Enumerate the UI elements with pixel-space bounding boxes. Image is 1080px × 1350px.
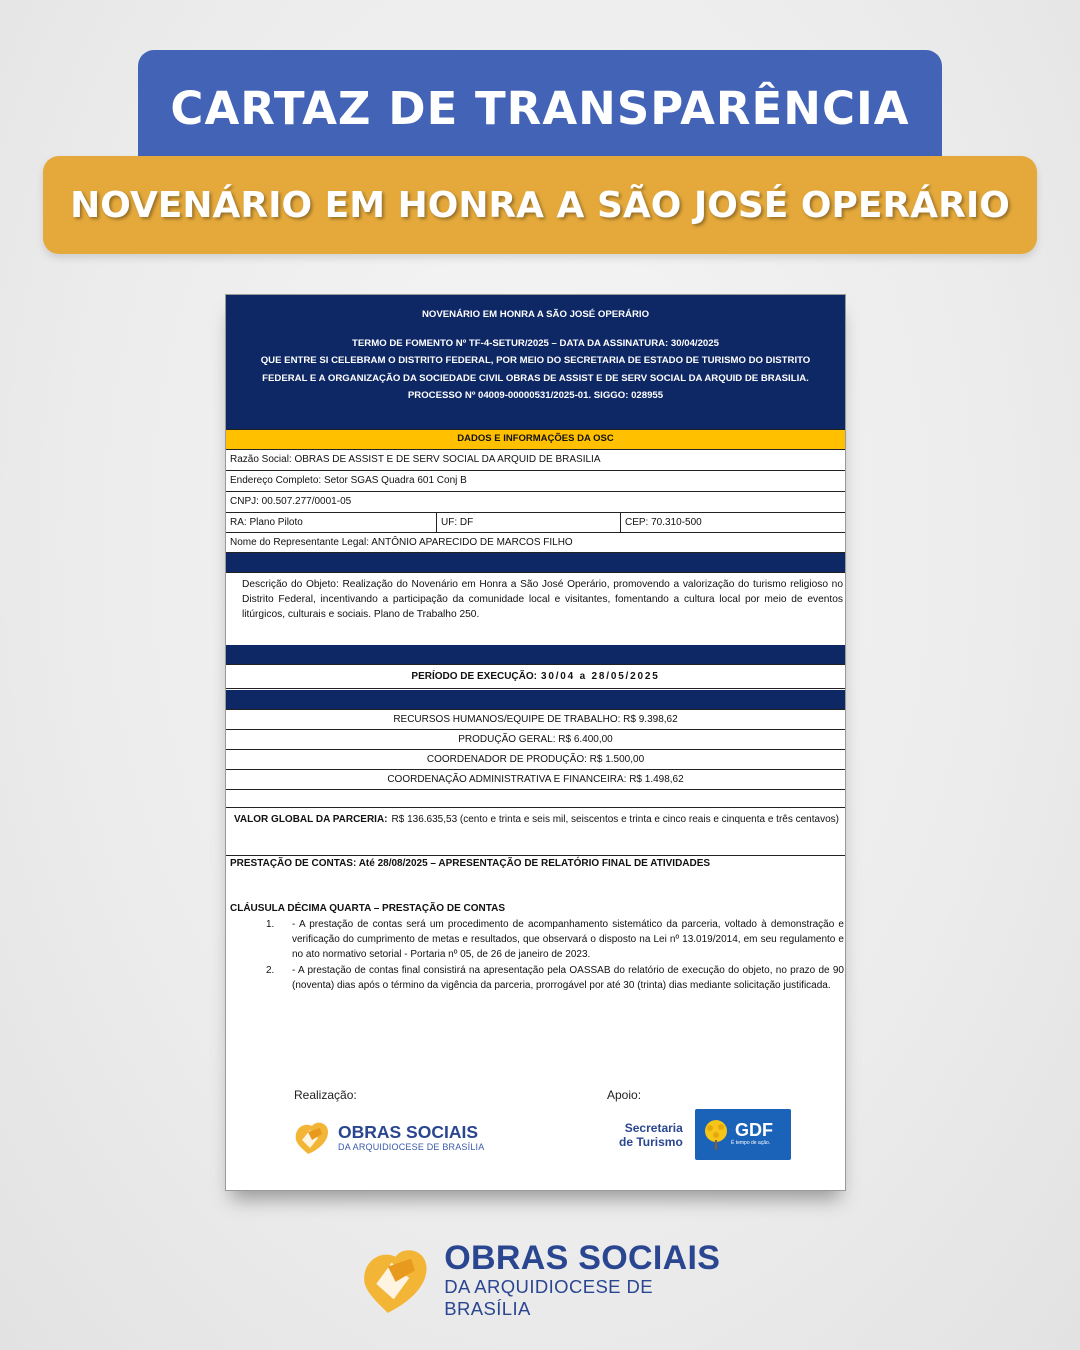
recurso-item: COORDENAÇÃO ADMINISTRATIVA E FINANCEIRA: R$ 1.498,62 [387, 773, 684, 785]
transparency-document [225, 294, 846, 1191]
cep-cell [620, 513, 847, 532]
page-subtitle: NOVENÁRIO EM HONRA A SÃO JOSÉ OPERÁRIO [70, 184, 1010, 226]
endereco-row [226, 471, 845, 492]
valor-text: R$ 136.635,53 (cento e trinta e seis mil, seiscentos e trinta e cinco reais e cinquenta e três centavos) [391, 814, 839, 825]
representante-row [226, 533, 845, 553]
termo-line: TERMO DE FOMENTO Nº TF-4-SETUR/2025 – DATA DA ASSINATURA: 30/04/2025 [352, 337, 719, 349]
recurso-row [226, 770, 845, 790]
ra-uf-cep-row [226, 513, 845, 533]
cep: CEP: 70.310-500 [625, 516, 702, 528]
recurso-row [226, 750, 845, 770]
osc-section-title: DADOS E INFORMAÇÕES DA OSC [457, 433, 614, 445]
processo-line: PROCESSO Nº 04009-00000531/2025-01. SIGGO: 028955 [407, 390, 664, 402]
periodo-label: PERÍODO DE EXECUÇÃO: [411, 670, 537, 682]
gdf-text: GDF [735, 1119, 773, 1140]
clausula-number: 2. [266, 964, 275, 976]
secretaria-turismo-logo [619, 1121, 683, 1149]
footer-logo-subtitle: DA ARQUIDIOCESE DE BRASÍLIA [444, 1276, 653, 1319]
prestacao-contas-row [226, 857, 845, 877]
organizacao-line: FEDERAL E A ORGANIZAÇÃO DA SOCIEDADE CIVIL OBRAS DE ASSIST E DE SERV SOCIAL DA ARQUID DE BRASILIA. [262, 372, 809, 384]
clausula-list [266, 917, 844, 993]
valor-label: VALOR GLOBAL DA PARCERIA: [234, 814, 388, 825]
logo-title: OBRAS SOCIAIS [338, 1121, 479, 1142]
recurso-row [226, 710, 845, 730]
recurso-item: COORDENADOR DE PRODUÇÃO: R$ 1.500,00 [426, 753, 645, 765]
document-header [226, 295, 845, 429]
clausula-text: - A prestação de contas será um procedimento de acompanhamento sistemático da parceria, voltado à demonstração e verificação do cumprimento de metas e resultados, que observará o disposto na Lei nº 13.019/2014, em seu regulamento e no ato normativo setorial - Portaria nº 05, de 26 de janeiro de 2023. [292, 919, 844, 961]
divider-bar [226, 645, 845, 665]
recurso-item: PRODUÇÃO GERAL: R$ 6.400,00 [458, 733, 613, 745]
razao-social-row [226, 450, 845, 471]
empty-row [226, 790, 845, 808]
valor-global-row [226, 808, 845, 856]
title-banner [138, 50, 942, 168]
cnpj: CNPJ: 00.507.277/0001-05 [230, 496, 352, 508]
obras-sociais-logo-small [290, 1115, 490, 1161]
endereco: Endereço Completo: Setor SGAS Quadra 601 Conj B [230, 475, 467, 487]
razao-social: Razão Social: OBRAS DE ASSIST E DE SERV SOCIAL DA ARQUID DE BRASILIA [230, 454, 601, 466]
obras-sociais-emblem-icon [355, 1240, 434, 1320]
document-header-title: NOVENÁRIO EM HONRA A SÃO JOSÉ OPERÁRIO [421, 309, 650, 320]
subtitle-banner [43, 156, 1037, 254]
gdf-slogan: É tempo de ação. [731, 1140, 771, 1147]
cnpj-row [226, 492, 845, 513]
divider-bar [226, 553, 845, 573]
uf: UF: DF [441, 516, 474, 528]
page-title: CARTAZ DE TRANSPARÊNCIA [170, 82, 910, 135]
clausula-item [266, 917, 844, 963]
uf-cell [436, 513, 620, 532]
ra-cell [226, 513, 436, 532]
descricao-objeto: Descrição do Objeto: Realização do Novenário em Honra a São José Operário, promovendo a valorização do turismo religioso no Distrito Federal, incentivando a participação da comunidade local e visitantes, fomentando a cultura local por meio de eventos litúrgicos, culturais e sociais. Plano de Trabalho 250. [242, 579, 843, 620]
celebram-line: QUE ENTRE SI CELEBRAM O DISTRITO FEDERAL, POR MEIO DO SECRETARIA DE ESTADO DE TURISMO DO DISTRITO [260, 355, 811, 367]
secretaria-line1: Secretaria [624, 1121, 683, 1135]
clausula-number: 1. [266, 919, 275, 930]
secretaria-line2: de Turismo [619, 1135, 683, 1149]
divider-bar [226, 690, 845, 710]
obras-sociais-logo [355, 1240, 735, 1320]
logo-subtitle: DA ARQUIDIOCESE DE BRASÍLIA [338, 1141, 485, 1152]
apoio-label: Apoio: [607, 1088, 642, 1102]
periodo-value: 30/04 a 28/05/2025 [540, 670, 660, 682]
clausula-title: CLÁUSULA DÉCIMA QUARTA – PRESTAÇÃO DE CONTAS [230, 903, 505, 914]
recurso-row [226, 730, 845, 750]
periodo-execucao-row [226, 665, 845, 689]
prestacao-contas: PRESTAÇÃO DE CONTAS: Até 28/08/2025 – APRESENTAÇÃO DE RELATÓRIO FINAL DE ATIVIDADES [230, 858, 711, 869]
realizacao-label: Realização: [294, 1088, 357, 1102]
footer-logo-title: OBRAS SOCIAIS [444, 1239, 721, 1277]
recurso-item: RECURSOS HUMANOS/EQUIPE DE TRABALHO: R$ 9.398,62 [393, 713, 678, 725]
clausula-text: - A prestação de contas final consistirá na apresentação pela OASSAB do relatório de execução do objeto, no prazo de 90 (noventa) dias após o término da vigência da parceria, prorrogável por até 30 (trinta) dias mediante solicitação justificada. [292, 964, 844, 991]
representante: Nome do Representante Legal: ANTÔNIO APARECIDO DE MARCOS FILHO [230, 536, 573, 548]
gdf-logo [695, 1109, 791, 1160]
ipe-tree-icon [701, 1118, 731, 1152]
clausula-item [266, 963, 844, 993]
obras-sociais-emblem-icon [290, 1118, 334, 1158]
ra: RA: Plano Piloto [230, 516, 303, 528]
osc-section-header [226, 429, 845, 450]
